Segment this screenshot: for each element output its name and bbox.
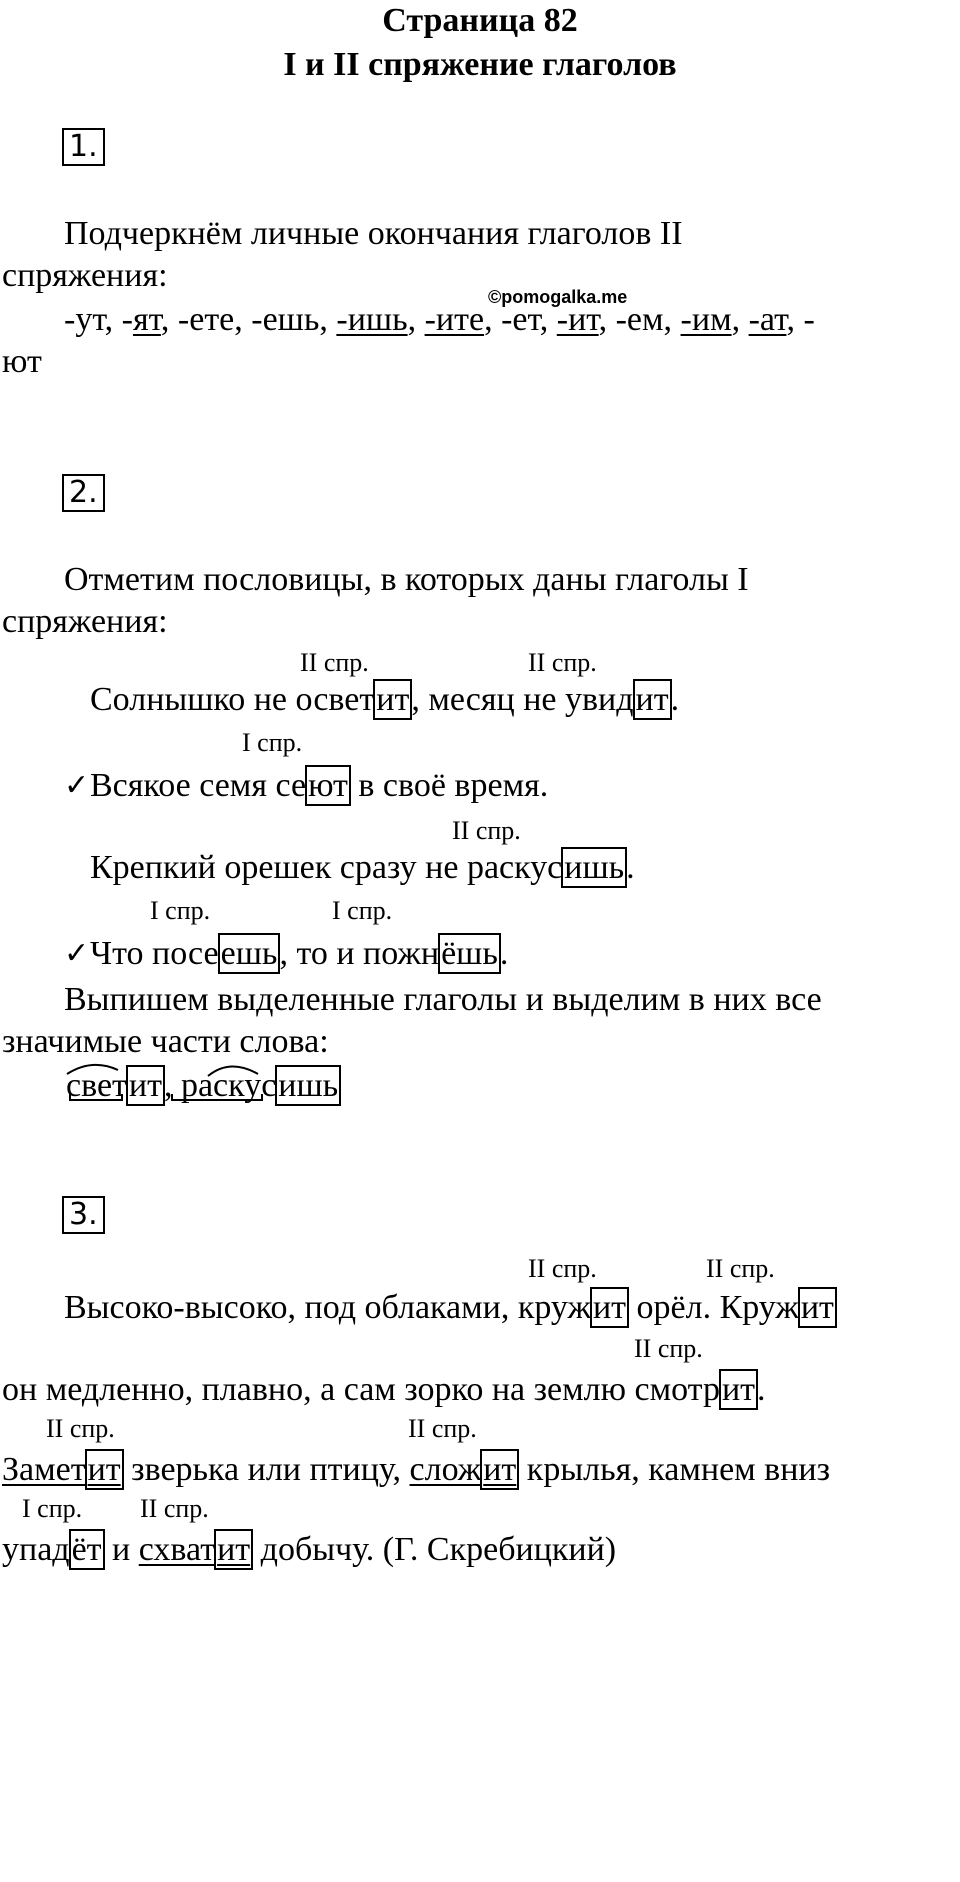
underlined-verb: слож (409, 1451, 482, 1488)
endings-line: -ут, -ят, -ете, -ешь, -ишь, -ите, -ет, -ит, -ем, -им, -ат, - (64, 301, 815, 338)
label-i-spr: I спр. (242, 728, 303, 757)
proverb-3: Крепкий орешек сразу не раскусишь. (90, 849, 635, 886)
ending-at: -ат (748, 301, 787, 338)
label-i-spr: I спр. (332, 896, 393, 925)
stem-mark-1 (70, 1094, 122, 1100)
task-2-output-line1: Выпишем выделенные глаголы и выделим в них все (64, 981, 822, 1018)
task-1-number: 1. (62, 128, 105, 166)
root-arc-kus (208, 1066, 258, 1076)
check-icon: ✓ (64, 768, 90, 803)
morpheme-analysis: светит, раскусишь (66, 1066, 340, 1106)
proverb-1: Солнышко не осветит, месяц не увидит. (90, 681, 680, 718)
ending-box: ёшь (438, 933, 501, 974)
task-2-intro-line1: Отметим пословицы, в которых даны глаголы I (64, 561, 749, 598)
label-ii-spr: II спр. (452, 816, 521, 845)
ending-box: ёт (69, 1529, 105, 1570)
label-ii-spr: II спр. (140, 1494, 209, 1523)
ending-box: ит (798, 1287, 837, 1328)
text-line-2: он медленно, плавно, а сам зорко на землю смотрит. (2, 1371, 766, 1408)
ending-box: ит (85, 1449, 124, 1490)
stem-mark-2 (172, 1094, 262, 1100)
ending-box: ешь (218, 933, 281, 974)
ending-box: ишь (561, 847, 627, 888)
ending-box: ит (719, 1369, 758, 1410)
root-arcs (0, 1056, 960, 1106)
label-ii-spr: II спр. (46, 1414, 115, 1443)
ending-box: ют (305, 765, 351, 806)
root-arc-svet (67, 1065, 118, 1074)
ending-im: -им (680, 301, 732, 338)
label-ii-spr: II спр. (706, 1254, 775, 1283)
page-subtitle: I и II спряжение глаголов (283, 46, 677, 83)
task-2-number: 2. (62, 474, 105, 512)
task-3-number: 3. (62, 1196, 105, 1234)
label-ii-spr: II спр. (300, 648, 369, 677)
page-title: Страница 82 (382, 2, 578, 39)
ending-box: ит (590, 1287, 629, 1328)
ending-box: ит (633, 679, 672, 720)
label-ii-spr: II спр. (634, 1334, 703, 1363)
label-ii-spr: II спр. (408, 1414, 477, 1443)
label-ii-spr: II спр. (528, 648, 597, 677)
label-i-spr: I спр. (22, 1494, 83, 1523)
task-1-intro-line1: Подчеркнём личные окончания глаголов II (64, 215, 683, 252)
ending-box: ишь (275, 1065, 341, 1106)
ending-box: ит (126, 1065, 165, 1106)
watermark: ©pomogalka.me (488, 287, 628, 307)
text-line-3: Заметит зверька или птицу, сложит крылья, камнем вниз (2, 1451, 831, 1488)
task-1-intro-line2: спряжения: (2, 257, 168, 294)
task-2-intro-line2: спряжения: (2, 603, 168, 640)
ending-box: ит (214, 1529, 253, 1570)
ending-yat: ят (132, 301, 161, 338)
underlined-verb: Замет (2, 1451, 86, 1488)
proverb-2: Всякое семя сеют в своё время. (90, 767, 549, 804)
check-icon: ✓ (64, 936, 90, 971)
endings-line-end: ют (2, 343, 42, 380)
ending-ite: -ите (424, 301, 485, 338)
label-i-spr: I спр. (150, 896, 211, 925)
ending-box: ит (480, 1449, 519, 1490)
text-line-4: упадёт и схватит добычу. (Г. Скребицкий) (2, 1531, 617, 1568)
ending-it: -ит (556, 301, 599, 338)
label-ii-spr: II спр. (528, 1254, 597, 1283)
proverb-4: Что посеешь, то и пожнёшь. (90, 935, 509, 972)
underlined-verb: схват (138, 1531, 216, 1568)
task-2-output-line2: значимые части слова: (2, 1023, 329, 1060)
text-line-1: Высоко-высоко, под облаками, кружит орёл. Кружит (64, 1288, 836, 1328)
ending-ish: -ишь (336, 301, 408, 338)
ending-box: ит (373, 679, 412, 720)
